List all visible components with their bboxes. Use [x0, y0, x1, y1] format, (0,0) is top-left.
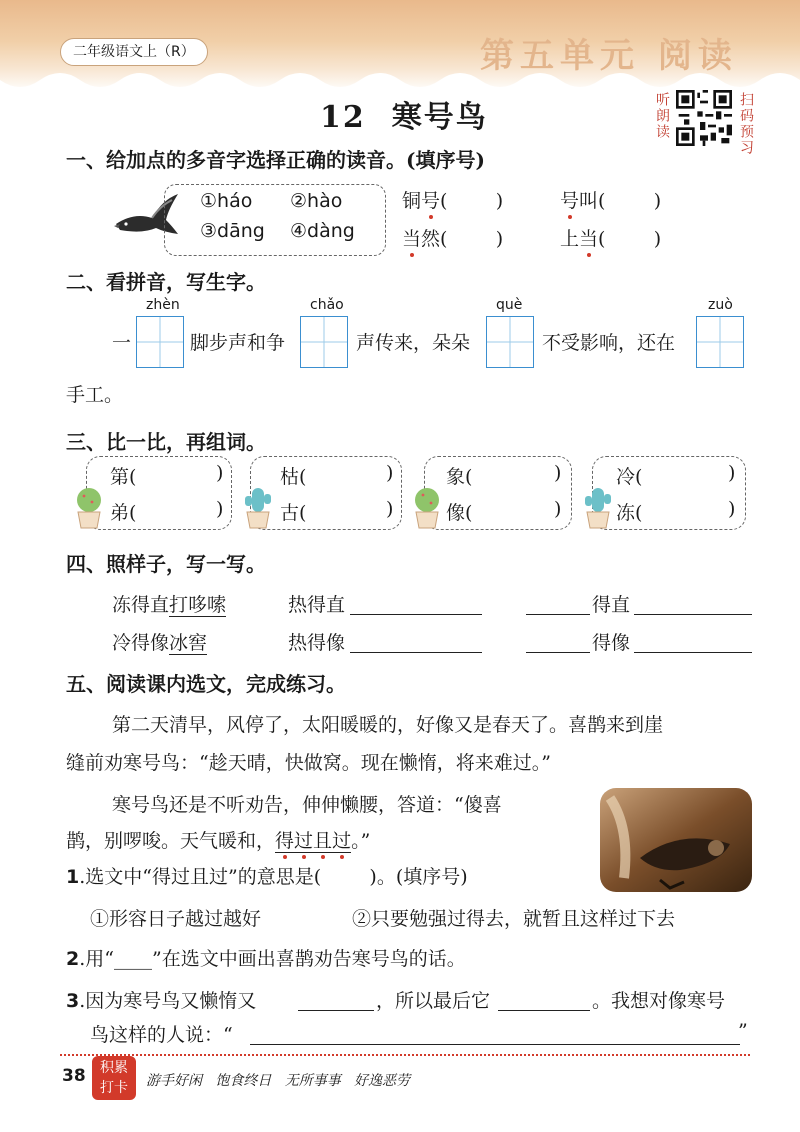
- compare-box-1: [86, 456, 232, 530]
- writing-box-zuo[interactable]: [696, 316, 744, 368]
- dotted-char: 当: [402, 224, 421, 251]
- cactus-pot-icon: [410, 486, 444, 530]
- answer-line[interactable]: [250, 1044, 740, 1045]
- practice-prompt: 得像: [592, 632, 631, 654]
- word-char: 叫: [579, 190, 599, 212]
- question-text: ”: [738, 1020, 748, 1042]
- pinyin-zhen: zhèn: [146, 297, 180, 313]
- badge-line: 打卡: [100, 1080, 128, 1096]
- accumulate-badge: [92, 1056, 136, 1100]
- pinyin-zuo: zuò: [708, 297, 733, 313]
- dotted-char: 过: [294, 826, 313, 853]
- compare-char: 冷(: [616, 466, 643, 488]
- answer-line[interactable]: [526, 614, 590, 615]
- answer-line[interactable]: [298, 1010, 374, 1011]
- example-text: 冻得直: [112, 594, 170, 616]
- dotted-char: 且: [313, 826, 332, 853]
- option-2: ②hào: [290, 190, 343, 212]
- idiom-list: 游手好闲 饱食终日 无所事事 好逸恶劳: [146, 1073, 411, 1089]
- bird-in-crevice-illustration: [600, 788, 752, 892]
- word-char: 铜: [402, 190, 422, 212]
- example-underlined: 冰窖: [169, 632, 208, 654]
- practice-prompt: 热得像: [288, 632, 346, 654]
- question-text: .因为寒号鸟又懒惰又: [79, 990, 257, 1012]
- compare-char: ): [554, 498, 562, 520]
- compare-char: 第(: [110, 466, 137, 488]
- answer-line[interactable]: [634, 614, 752, 615]
- question-text: 。我想对像寒号: [592, 990, 726, 1012]
- option-3: ③dāng: [200, 220, 265, 242]
- example-1: [112, 590, 226, 617]
- answer-blank[interactable]: ( ): [598, 228, 662, 250]
- dotted-char: 号: [560, 186, 579, 213]
- question-3: [66, 986, 256, 1013]
- lesson-name: 寒号鸟: [391, 100, 488, 135]
- writing-box-zhen[interactable]: [136, 316, 184, 368]
- sentence-part: 不受影响，还在: [542, 332, 676, 354]
- dotted-char: 号: [421, 186, 440, 213]
- pinyin-chao: chǎo: [310, 297, 344, 313]
- dotted-char: 得: [275, 826, 294, 853]
- example-2: [112, 628, 207, 655]
- question-text: ，所以最后它: [376, 990, 491, 1012]
- passage-line: 第二天清早，风停了，太阳暖暖的，好像又是春天了。喜鹊来到崖: [112, 714, 664, 736]
- section4-title: 四、照样子，写一写。: [66, 552, 266, 576]
- passage-line: [66, 826, 370, 853]
- practice-prompt: 得直: [592, 594, 631, 616]
- section5-title: 五、阅读课内选文，完成练习。: [66, 672, 346, 696]
- example-underlined: 打哆嗦: [169, 594, 227, 616]
- section3-title: 三、比一比，再组词。: [66, 430, 266, 454]
- compare-char: ): [728, 462, 736, 484]
- lesson-title: [320, 92, 488, 136]
- passage-line: 缝前劝寒号鸟：“趁天晴，快做窝。现在懒惰，将来难过。”: [66, 752, 551, 774]
- sentence-part: 脚步声和争: [190, 332, 286, 354]
- answer-blank[interactable]: ( ): [440, 190, 504, 212]
- practice-prompt: 热得直: [288, 594, 346, 616]
- listen-label: 听朗读: [654, 92, 670, 140]
- cactus-pot-icon: [242, 486, 274, 530]
- section1-title: 一、给加点的多音字选择正确的读音。(填序号): [66, 148, 485, 172]
- badge-line: 积累: [100, 1060, 128, 1076]
- question-2: [66, 944, 466, 971]
- page-number: 38: [62, 1066, 86, 1086]
- word-tonghao: [402, 186, 503, 213]
- footer-divider: [60, 1054, 750, 1056]
- choice-option-2[interactable]: ②只要勉强过得去，就暂且这样过下去: [352, 908, 676, 930]
- lesson-number: 12: [320, 100, 366, 135]
- sentence-part: 手工。: [66, 384, 124, 406]
- question-text: .选文中“得过且过”的意思是( )。(填序号): [79, 866, 468, 888]
- dotted-char: 过: [332, 826, 351, 853]
- compare-char: ): [554, 462, 562, 484]
- dotted-char: 当: [579, 224, 598, 251]
- section2-title: 二、看拼音，写生字。: [66, 270, 266, 294]
- passage-text: 。”: [351, 830, 371, 852]
- compare-char: 古(: [280, 502, 307, 524]
- pinyin-que: què: [496, 297, 523, 313]
- question-1: [66, 862, 468, 889]
- question-number: 2: [66, 948, 80, 970]
- qr-code-icon[interactable]: [676, 90, 732, 146]
- compare-char: 弟(: [110, 502, 137, 524]
- question-number: 3: [66, 990, 80, 1012]
- passage-line: 寒号鸟还是不听劝告，伸伸懒腰，答道：“傻喜: [112, 794, 502, 816]
- writing-box-chao[interactable]: [300, 316, 348, 368]
- answer-blank[interactable]: ( ): [440, 228, 504, 250]
- answer-line[interactable]: [526, 652, 590, 653]
- compare-char: ): [386, 462, 394, 484]
- compare-char: 像(: [446, 502, 473, 524]
- compare-char: 象(: [446, 466, 473, 488]
- compare-char: ): [728, 498, 736, 520]
- question-text: .用“____”在选文中画出喜鹊劝告寒号鸟的话。: [79, 948, 466, 970]
- option-4: ④dàng: [290, 220, 355, 242]
- word-char: 然: [421, 228, 441, 250]
- compare-char: ): [216, 462, 224, 484]
- compare-char: ): [386, 498, 394, 520]
- compare-char: 枯(: [280, 466, 307, 488]
- answer-line[interactable]: [634, 652, 752, 653]
- compare-char: 冻(: [616, 502, 643, 524]
- answer-line[interactable]: [350, 614, 482, 615]
- answer-blank[interactable]: ( ): [598, 190, 662, 212]
- writing-box-que[interactable]: [486, 316, 534, 368]
- choice-option-1[interactable]: ①形容日子越过越好: [90, 908, 262, 930]
- book-tag: 二年级语文上（R）: [60, 38, 208, 66]
- unit-banner: 第五单元 阅读: [480, 36, 738, 76]
- answer-line[interactable]: [350, 652, 482, 653]
- word-dangran: [402, 224, 503, 251]
- compare-char: ): [216, 498, 224, 520]
- scan-label: 扫码预习: [738, 92, 754, 156]
- sentence-part: 声传来，朵朵: [356, 332, 471, 354]
- word-char: 上: [560, 228, 580, 250]
- option-1: ①háo: [200, 190, 253, 212]
- word-shangdang: [560, 224, 661, 251]
- sentence-part: 一: [112, 332, 132, 354]
- example-text: 冷得像: [112, 632, 170, 654]
- question-text: 鸟这样的人说：“: [90, 1024, 233, 1046]
- cactus-pot-icon: [72, 486, 106, 530]
- dotted-phrase: [275, 830, 351, 853]
- passage-text: 鹊，别啰唆。天气暖和，: [66, 830, 276, 852]
- answer-line[interactable]: [498, 1010, 590, 1011]
- question-number: 1: [66, 866, 80, 888]
- cactus-pot-icon: [582, 486, 614, 530]
- word-haojiao: [560, 186, 661, 213]
